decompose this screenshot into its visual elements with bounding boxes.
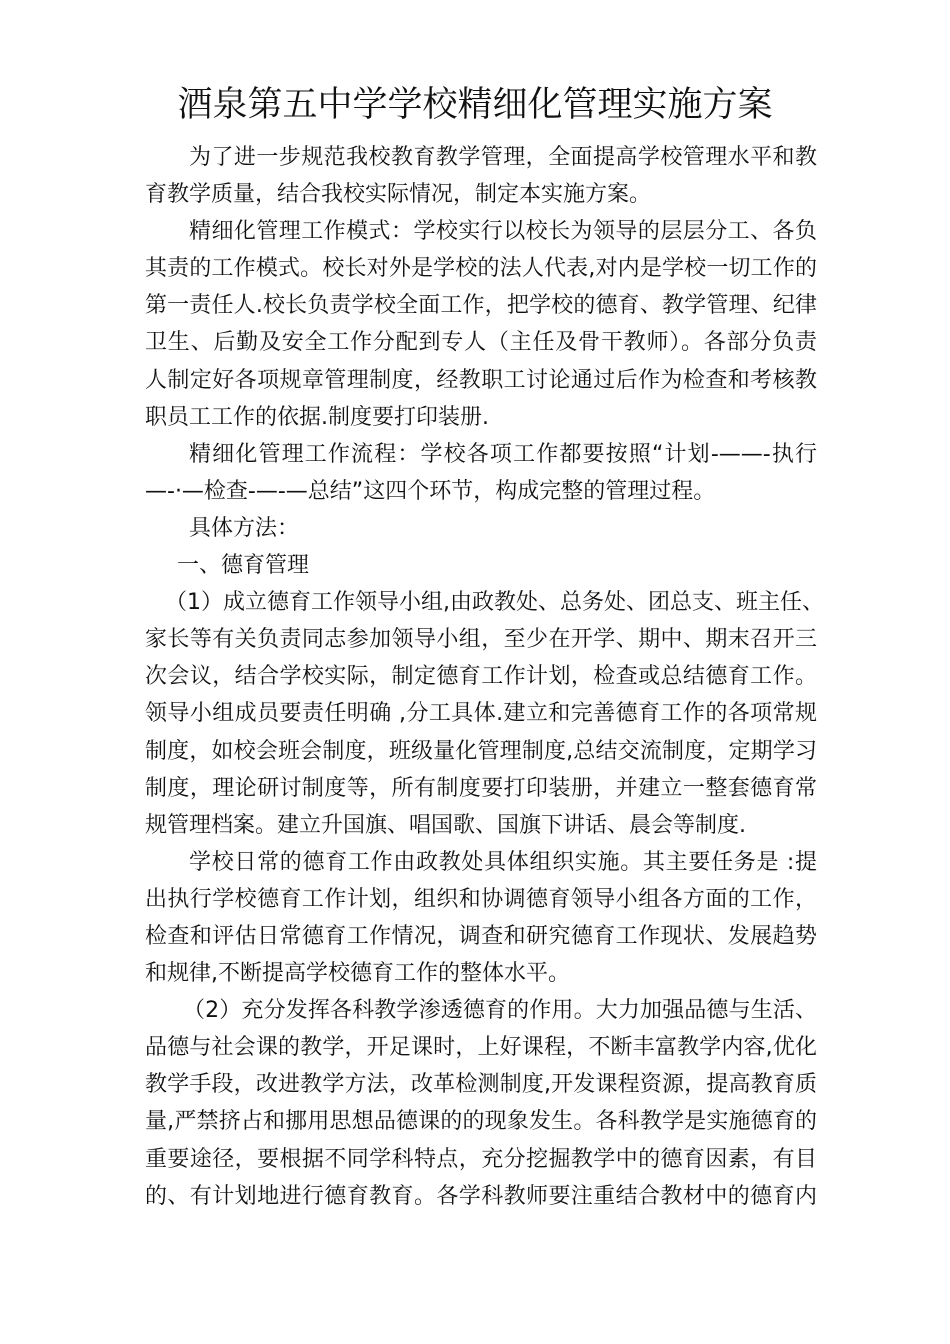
paragraph-line: 制度，如校会班会制度，班级量化管理制度,总结交流制度，定期学习 xyxy=(145,738,817,764)
paragraph-line: 职员工工作的依据.制度要打印装册. xyxy=(145,404,489,430)
paragraph-line: 育教学质量，结合我校实际情况，制定本实施方案。 xyxy=(145,182,652,208)
paragraph-line: 次会议，结合学校实际，制定德育工作计划，检查或总结德育工作。 xyxy=(145,664,817,690)
paragraph-line: —-·—检查-—-—总结”这四个环节，构成完整的管理过程。 xyxy=(145,478,716,504)
document-title: 酒泉第五中学学校精细化管理实施方案 xyxy=(177,85,773,125)
paragraph-line: 具体方法： xyxy=(189,515,300,541)
paragraph-line: 人制定好各项规章管理制度，经教职工讨论通过后作为检查和考核教 xyxy=(145,367,817,393)
paragraph-line: 精细化管理工作流程：学校各项工作都要按照“计划-——-执行 xyxy=(189,441,817,467)
paragraph-line: 学校日常的德育工作由政教处具体组织实施。其主要任务是 :提 xyxy=(189,849,817,875)
paragraph-line: 教学手段，改进教学方法，改革检测制度,开发课程资源，提高教育质 xyxy=(145,1072,817,1098)
paragraph-line: 规管理档案。建立升国旗、唱国歌、国旗下讲话、晨会等制度. xyxy=(145,812,746,838)
paragraph-line: 检查和评估日常德育工作情况，调查和研究德育工作现状、发展趋势 xyxy=(145,923,817,949)
paragraph-line: 家长等有关负责同志参加领导小组，至少在开学、期中、期末召开三 xyxy=(145,627,817,653)
paragraph-line: 的、有计划地进行德育教育。各学科教师要注重结合教材中的德育内 xyxy=(145,1183,817,1209)
paragraph-line: 其责的工作模式。校长对外是学校的法人代表,对内是学校一切工作的 xyxy=(145,256,817,282)
section-heading: 一、德育管理 xyxy=(177,553,310,579)
paragraph-line: 卫生、后勤及安全工作分配到专人（主任及骨干教师）。各部分负责 xyxy=(145,330,817,356)
paragraph-line: （2）充分发挥各科教学渗透德育的作用。大力加强品德与生活、 xyxy=(183,998,817,1024)
paragraph-line: 领导小组成员要责任明确 ,分工具体.建立和完善德育工作的各项常规 xyxy=(145,701,817,727)
paragraph-line: （1）成立德育工作领导小组,由政教处、总务处、团总支、班主任、 xyxy=(165,590,824,616)
document-body xyxy=(145,139,824,1215)
paragraph-line: 量,严禁挤占和挪用思想品德课的的现象发生。各科教学是实施德育的 xyxy=(145,1109,817,1135)
paragraph-line: 精细化管理工作模式：学校实行以校长为领导的层层分工、各负 xyxy=(189,219,817,245)
paragraph-line: 第一责任人.校长负责学校全面工作，把学校的德育、教学管理、纪律 xyxy=(145,293,817,319)
paragraph-line: 重要途径，要根据不同学科特点，充分挖掘教学中的德育因素，有目 xyxy=(145,1146,817,1172)
paragraph-line: 制度，理论研讨制度等，所有制度要打印装册，并建立一整套德育常 xyxy=(145,775,817,801)
paragraph-line: 为了进一步规范我校教育教学管理，全面提高学校管理水平和教 xyxy=(189,145,817,170)
paragraph-line: 品德与社会课的教学，开足课时，上好课程，不断丰富教学内容,优化 xyxy=(145,1035,817,1061)
paragraph-line: 和规律,不断提高学校德育工作的整体水平。 xyxy=(145,961,570,987)
paragraph-line: 出执行学校德育工作计划，组织和协调德育领导小组各方面的工作， xyxy=(145,886,817,912)
